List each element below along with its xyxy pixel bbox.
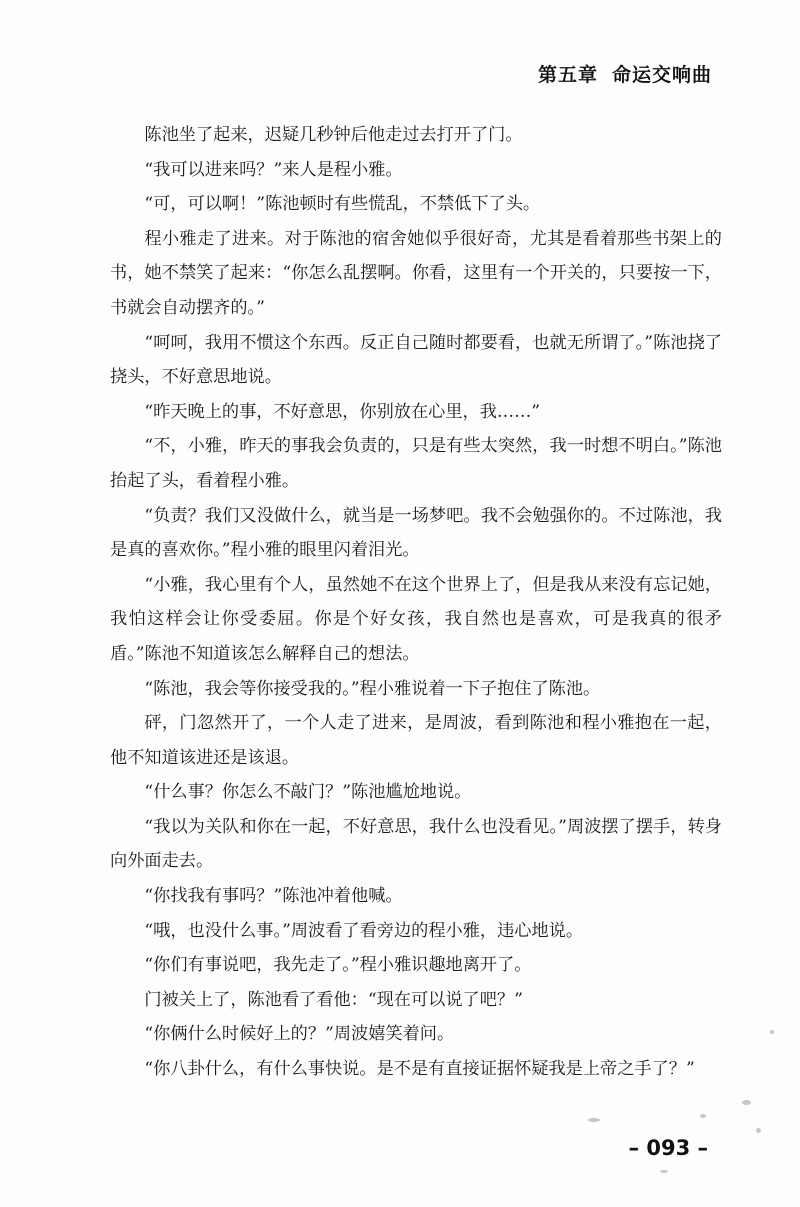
paragraph: “负责？我们又没做什么，就当是一场梦吧。我不会勉强你的。不过陈池，我是真的喜欢你。”程小雅的眼里闪着泪光。	[110, 505, 722, 561]
paragraph: “你俩什么时候好上的？”周波嬉笑着问。	[144, 1024, 455, 1045]
paragraph: “我以为关队和你在一起，不好意思，我什么也没看见。”周波摆了摆手，转身向外面走去。	[110, 816, 722, 872]
paragraph: “你们有事说吧，我先走了。”程小雅识趣地离开了。	[144, 955, 532, 976]
paragraph: 砰，门忽然开了，一个人走了进来，是周波，看到陈池和程小雅抱在一起，他不知道该进还是该退。	[110, 713, 722, 768]
paragraph: 陈池坐了起来，迟疑几秒钟后他走过去打开了门。	[144, 125, 523, 145]
paragraph: “我可以进来吗？”来人是程小雅。	[144, 159, 403, 180]
scan-speck	[742, 1100, 751, 1105]
chapter-number: 第五章	[537, 64, 598, 86]
paragraph: “可，可以啊！”陈池顿时有些慌乱，不禁低下了头。	[144, 194, 541, 215]
paragraph: “什么事？你怎么不敲门？”陈池尴尬地说。	[144, 782, 472, 803]
scan-speck	[700, 1114, 706, 1118]
body-text	[110, 118, 722, 1087]
running-header	[538, 60, 712, 87]
paragraph: “不，小雅，昨天的事我会负责的，只是有些太突然，我一时想不明白。”陈池抬起了头，看着程小雅。	[110, 436, 722, 491]
paragraph: “哦，也没什么事。”周波看了看旁边的程小雅，违心地说。	[144, 920, 584, 941]
paragraph: “你找我有事吗？”陈池冲着他喊。	[144, 886, 403, 907]
paragraph: 程小雅走了进来。对于陈池的宿舍她似乎很好奇，尤其是看着那些书架上的书，她不禁笑了起来：“你怎么乱摆啊。你看，这里有一个开关的，只要按一下，书就会自动摆齐的。”	[110, 228, 722, 318]
scan-speck	[770, 1030, 774, 1034]
paragraph: “昨天晚上的事，不好意思，你别放在心里，我……”	[144, 401, 541, 422]
paragraph: 门被关上了，陈池看了看他：“现在可以说了吧？”	[144, 989, 523, 1010]
scan-speck	[588, 1118, 600, 1122]
scan-speck	[660, 1170, 668, 1173]
scan-speck	[756, 1128, 761, 1133]
paragraph: “小雅，我心里有个人，虽然她不在这个世界上了，但是我从来没有忘记她，我怕这样会让你受委屈。你是个好女孩，我自然也是喜欢，可是我真的很矛盾。”陈池不知道该怎么解释自己的想法。	[110, 574, 722, 664]
paragraph: “你八卦什么，有什么事快说。是不是有直接证据怀疑我是上帝之手了？”	[144, 1059, 695, 1080]
paragraph: “呵呵，我用不惯这个东西。反正自己随时都要看，也就无所谓了。”陈池挠了挠头，不好意思地说。	[110, 332, 722, 388]
page-number: – 093 –	[628, 1136, 708, 1160]
paragraph: “陈池，我会等你接受我的。”程小雅说着一下子抱住了陈池。	[144, 678, 601, 699]
chapter-title: 命运交响曲	[611, 64, 712, 86]
